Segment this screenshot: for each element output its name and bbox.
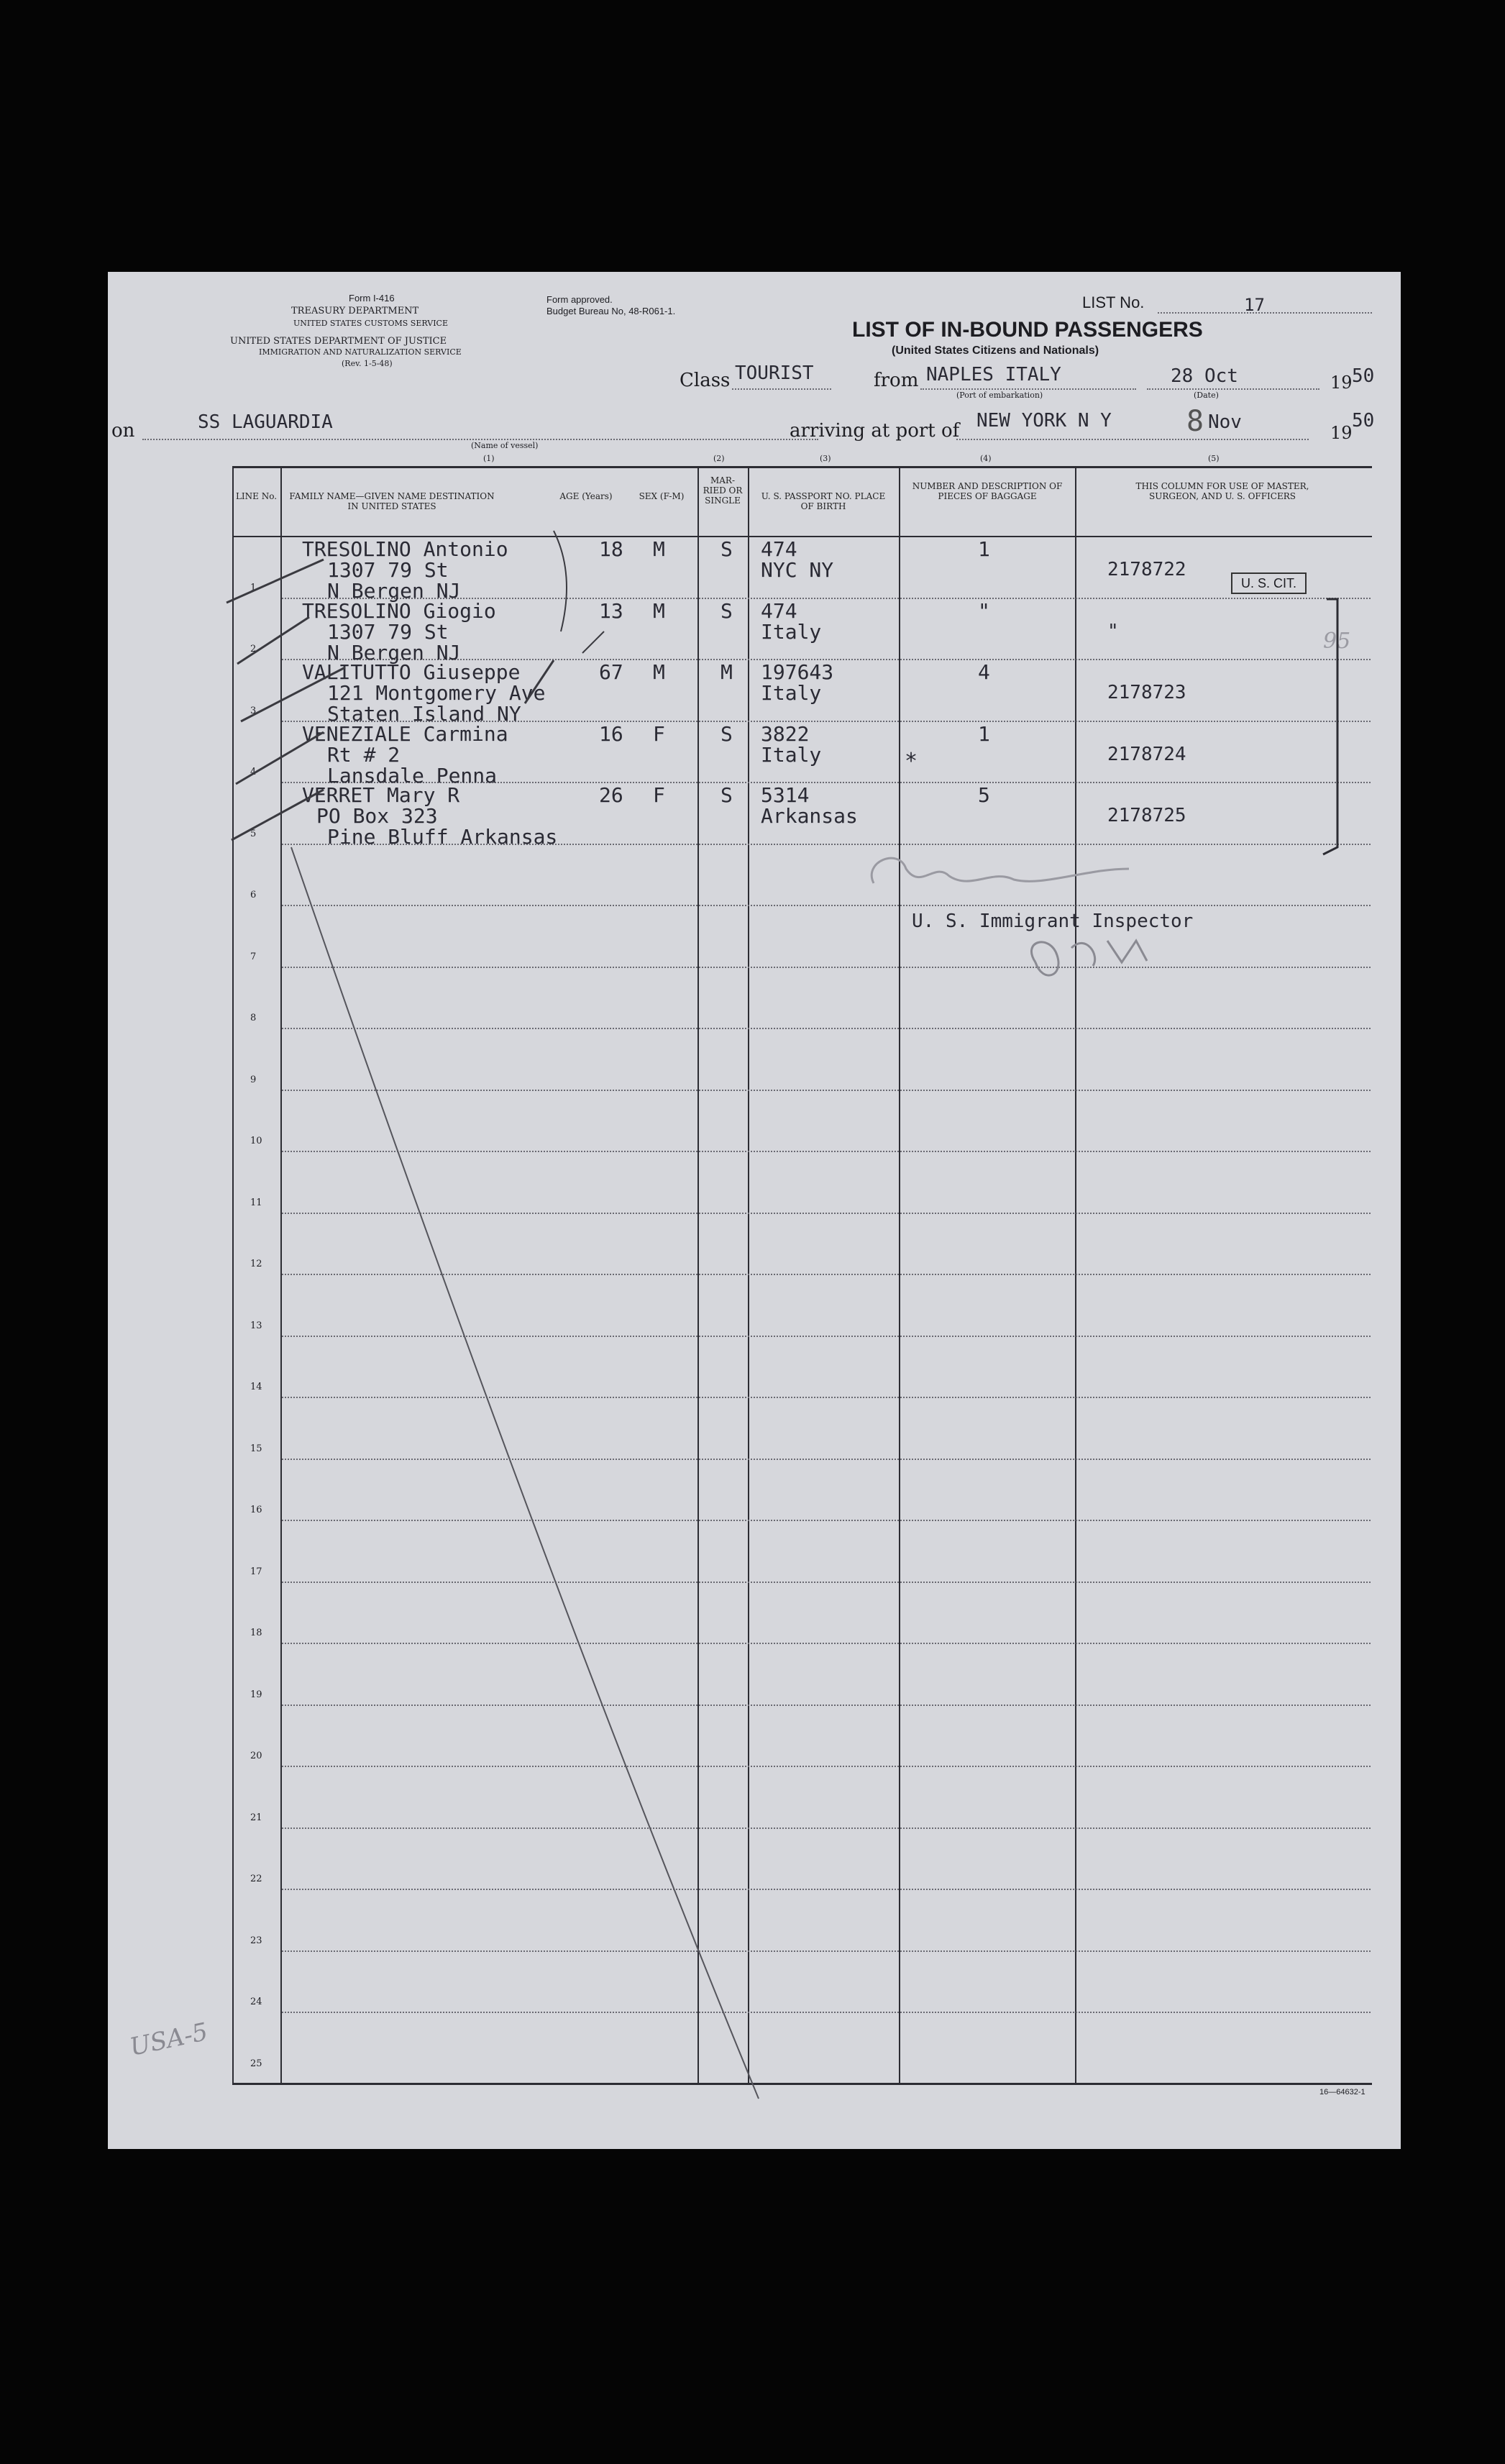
from-rule (920, 388, 1136, 390)
class-label: Class (680, 370, 731, 391)
passenger-officer: 2178725 (1107, 805, 1186, 826)
line-number: 21 (250, 1812, 262, 1823)
line-number: 5 (250, 828, 257, 839)
married-col-left-rule (697, 466, 699, 2084)
ins-service: IMMIGRATION AND NATURALIZATION SERVICE (259, 347, 462, 357)
passenger-addr2: N Bergen NJ (327, 640, 461, 665)
line-number: 16 (250, 1505, 262, 1515)
row-rule (282, 1459, 1371, 1460)
line-number: 12 (250, 1259, 262, 1269)
row-rule (282, 1213, 1371, 1214)
passenger-officer: 2178723 (1107, 682, 1186, 703)
passenger-baggage: 4 (978, 660, 990, 684)
row-rule (282, 1090, 1371, 1091)
table-top-rule (232, 466, 1372, 468)
passenger-age: 16 (599, 721, 623, 746)
budget-bureau: Budget Bureau No, 48-R061-1. (546, 306, 676, 316)
justice-dept: UNITED STATES DEPARTMENT OF JUSTICE (230, 336, 447, 347)
line-number: 4 (250, 767, 257, 777)
passenger-baggage: 5 (978, 783, 990, 807)
col-head-married: MAR-RIED OR SINGLE (703, 475, 743, 506)
passenger-addr1: 121 Montgomery Ave (327, 681, 546, 705)
line-number: 23 (250, 1935, 262, 1946)
line-number: 22 (250, 1874, 262, 1884)
col-num-5: (5) (1208, 454, 1220, 463)
footer-code: 16—64632-1 (1319, 2088, 1366, 2096)
class-rule (732, 388, 831, 390)
line-col-rule (280, 466, 282, 2084)
col-head-name: FAMILY NAME—GIVEN NAME DESTINATION IN UNITED STATES (289, 491, 495, 511)
list-no-rule (1158, 312, 1372, 314)
treasury-dept: TREASURY DEPARTMENT (291, 306, 419, 316)
col-num-1: (1) (483, 454, 495, 463)
passenger-passport: 474 (761, 537, 797, 561)
arrival-port-rule (956, 439, 1309, 440)
passenger-name: TRESOLINO Giogio (302, 598, 496, 623)
passenger-addr1: 1307 79 St (327, 619, 449, 644)
inspector-title: U. S. Immigrant Inspector (912, 911, 1194, 932)
passenger-addr1: PO Box 323 (316, 804, 438, 828)
passenger-birth: NYC NY (761, 558, 834, 582)
arrival-month: Nov (1208, 411, 1242, 433)
line-number: 2 (250, 644, 257, 654)
line-number: 15 (250, 1443, 262, 1454)
form-revision: (Rev. 1-5-48) (342, 359, 393, 368)
row-rule (282, 1028, 1371, 1029)
passenger-ms: S (721, 721, 733, 746)
line-number: 8 (250, 1013, 257, 1023)
list-no-label: LIST No. (1082, 293, 1145, 311)
customs-service: UNITED STATES CUSTOMS SERVICE (293, 319, 448, 328)
passenger-addr1: 1307 79 St (327, 558, 449, 582)
passenger-ms: M (721, 660, 733, 684)
col-head-passport: U. S. PASSPORT NO. PLACE OF BIRTH (761, 491, 886, 511)
arrival-day: 8 (1186, 405, 1204, 438)
col-head-officers: THIS COLUMN FOR USE OF MASTER, SURGEON, AND U. S. OFFICERS (1135, 481, 1309, 501)
col-head-sex: SEX (F-M) (639, 491, 685, 501)
married-col-right-rule (748, 466, 749, 2084)
passenger-addr2: Pine Bluff Arkansas (327, 825, 558, 849)
vessel-label: (Name of vessel) (471, 441, 539, 450)
form-number: Form I-416 (349, 293, 395, 304)
manifest-subtitle: (United States Citizens and Nationals) (892, 344, 1099, 357)
line-number: 10 (250, 1136, 262, 1146)
line-number: 20 (250, 1751, 262, 1761)
line-number: 7 (250, 951, 257, 962)
departure-date: 28 Oct (1171, 365, 1238, 387)
passenger-sex: F (653, 721, 665, 746)
passenger-baggage: " (978, 598, 990, 623)
row-rule (282, 1889, 1371, 1890)
row-rule (282, 1766, 1371, 1767)
line-number: 14 (250, 1382, 262, 1392)
list-no-value: 17 (1244, 295, 1265, 315)
line-number: 1 (250, 582, 257, 593)
passenger-passport: 474 (761, 598, 797, 623)
passenger-ms: S (721, 783, 733, 807)
row-rule (282, 1828, 1371, 1829)
margin-note: USA-5 (127, 2017, 211, 2062)
passenger-age: 13 (599, 598, 623, 623)
table-bottom-rule (232, 2083, 1372, 2085)
passenger-ms: S (721, 537, 733, 561)
row-rule (282, 1397, 1371, 1398)
col-head-baggage: NUMBER AND DESCRIPTION OF PIECES OF BAGGAGE (912, 481, 1063, 501)
vessel-rule (142, 439, 818, 440)
from-value: NAPLES ITALY (926, 364, 1061, 385)
row-rule (282, 905, 1371, 906)
row-rule (282, 1643, 1371, 1644)
passenger-sex: F (653, 783, 665, 807)
passenger-officer: " (1107, 620, 1119, 642)
col-head-line: LINE No. (235, 491, 278, 501)
passenger-birth: Italy (761, 742, 822, 767)
passenger-passport: 3822 (761, 721, 810, 746)
passenger-officer: 2178722 (1107, 559, 1186, 580)
departure-year: 50 (1352, 365, 1375, 387)
year-prefix-arrival: 19 (1330, 423, 1353, 443)
line-number: 9 (250, 1074, 257, 1085)
class-value: TOURIST (735, 362, 814, 384)
passenger-sex: M (653, 598, 665, 623)
passenger-addr2: N Bergen NJ (327, 579, 461, 603)
col-num-2: (2) (713, 454, 725, 463)
year-prefix: 19 (1330, 373, 1353, 393)
table-left-rule (232, 466, 234, 2084)
passenger-baggage: 1 (978, 721, 990, 746)
passenger-name: VENEZIALE Carmina (302, 721, 508, 746)
passenger-birth: Arkansas (761, 804, 858, 828)
row-rule (282, 1950, 1371, 1952)
line-number: 18 (250, 1628, 262, 1638)
line-number: 6 (250, 890, 257, 900)
line-number: 25 (250, 2058, 262, 2069)
line-number: 11 (250, 1197, 262, 1208)
passenger-age: 67 (599, 660, 623, 684)
row-rule (282, 1705, 1371, 1706)
passenger-name: TRESOLINO Antonio (302, 537, 508, 561)
on-label: on (111, 420, 135, 442)
date-label: (Date) (1194, 391, 1219, 400)
manifest-page (108, 272, 1401, 2149)
passenger-addr1: Rt # 2 (327, 742, 401, 767)
row-rule (282, 1582, 1371, 1583)
arrival-year: 50 (1352, 410, 1375, 432)
star-mark: * (905, 749, 918, 774)
count-annotation: 95 (1323, 629, 1351, 654)
baggage-col-right-rule (1075, 466, 1076, 2084)
col-num-3: (3) (820, 454, 831, 463)
passenger-age: 18 (599, 537, 623, 561)
passenger-birth: Italy (761, 681, 822, 705)
us-cit-stamp: U. S. CIT. (1231, 572, 1307, 594)
row-rule (282, 1520, 1371, 1521)
passenger-sex: M (653, 660, 665, 684)
passenger-ms: S (721, 598, 733, 623)
passenger-sex: M (653, 537, 665, 561)
arrival-port: NEW YORK N Y (976, 410, 1112, 432)
passenger-passport: 5314 (761, 783, 810, 807)
passenger-addr2: Staten Island NY (327, 702, 521, 726)
line-number: 3 (250, 705, 257, 716)
form-approved: Form approved. (546, 294, 613, 305)
line-number: 19 (250, 1689, 262, 1700)
passenger-age: 26 (599, 783, 623, 807)
passenger-addr2: Lansdale Penna (327, 763, 498, 788)
arriving-label: arriving at port of (790, 420, 960, 442)
port-embark-label: (Port of embarkation) (956, 391, 1043, 400)
col-num-4: (4) (980, 454, 992, 463)
row-rule (282, 1151, 1371, 1152)
passenger-name: VERRET Mary R (302, 783, 460, 807)
passenger-passport: 197643 (761, 660, 834, 684)
passenger-baggage: 1 (978, 537, 990, 561)
row-rule (282, 1274, 1371, 1275)
passenger-birth: Italy (761, 619, 822, 644)
vessel-name: SS LAGUARDIA (198, 411, 333, 433)
col-head-age: AGE (Years) (559, 491, 613, 501)
passenger-officer: 2178724 (1107, 743, 1186, 765)
row-rule (282, 2012, 1371, 2013)
line-number: 13 (250, 1320, 262, 1331)
date-rule (1147, 388, 1319, 390)
passport-col-right-rule (899, 466, 900, 2084)
row-rule (282, 967, 1371, 968)
passenger-name: VALITUTTO Giuseppe (302, 660, 521, 684)
line-number: 17 (250, 1566, 262, 1577)
from-label: from (874, 370, 919, 391)
row-rule (282, 1336, 1371, 1337)
line-number: 24 (250, 1997, 262, 2007)
manifest-title: LIST OF IN-BOUND PASSENGERS (852, 318, 1203, 342)
